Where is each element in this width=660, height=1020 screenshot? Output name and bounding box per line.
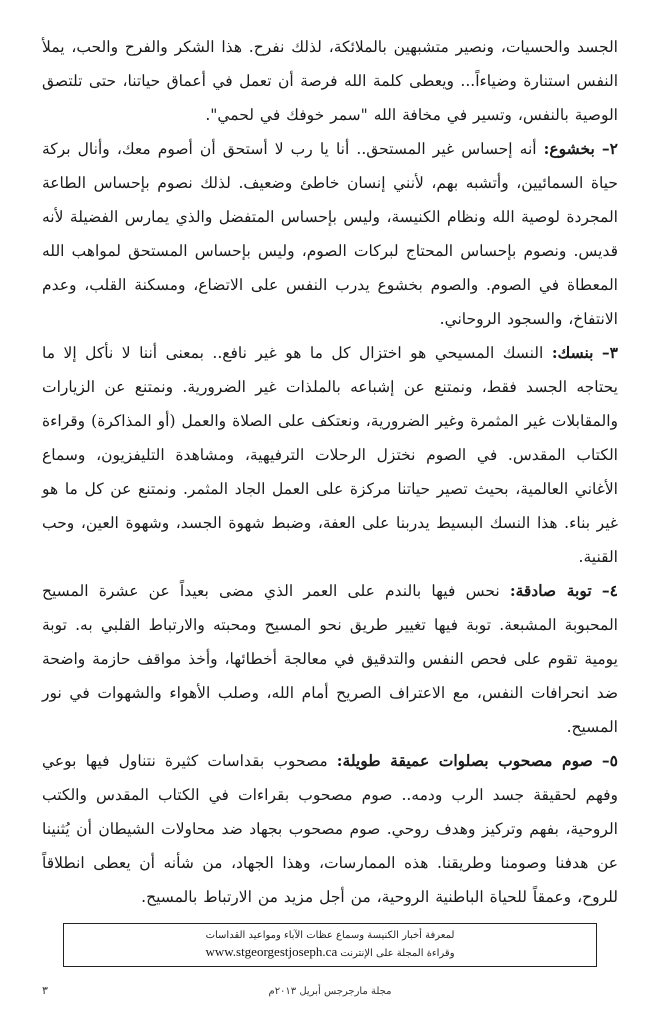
item-number: ٤– <box>601 581 618 600</box>
item-heading: بخشوع: <box>543 139 595 158</box>
paragraph-text: النسك المسيحي هو اختزال كل ما هو غير نافع.. بمعنى أننا لا نأكل إلا ما يحتاجه الجسد فقط، ونمتنع عن إشباعه بالملذات غير الضرورية. ونمتنع عن الزيارات والمقابلات غير المثمرة وغير الضرورية، ونعتكف على الصلاة والعمل (أو المذاكرة) وقراءة الكتاب المقدس. في الصوم نختزل الرحلات الترفيهية، ومشاهدة التليفزيون، وسماع الأغاني العالمية، بحيث تصير حياتنا مركزة على العمل الجاد المثمر. ونمتنع عن كل ما هو غير بناء. هذا النسك البسيط يدربنا على العفة، وضبط شهوة الجسد، وشهوة العين، وحب القنية. <box>42 344 618 566</box>
paragraph-text: مصحوب بقداسات كثيرة نتناول فيها بوعي وفهم لحقيقة جسد الرب ودمه.. صوم مصحوب بقراءات في الكتاب المقدس والكتب الروحية، بفهم وتركيز وهدف روحي. صوم مصحوب بجهاد ضد محاولات الشيطان أن يُثنينا عن هدفنا وصومنا وطريقنا. هذه الممارسات، وهذا الجهاد، من شأنه أن يعطى انطلاقاً للروح، وعمقاً للحياة الباطنية الروحية، من أجل مزيد من الارتباط بالمسيح. <box>42 752 618 906</box>
paragraph-humility <box>42 132 618 336</box>
info-box-line1: لمعرفة أخبار الكنيسة وسماع عظات الآباء ومواعيد القداسات <box>205 930 455 941</box>
item-heading: بنسك: <box>551 343 594 362</box>
footer-title: مجلة مارجرجس أبريل ٢٠١٣م <box>268 986 392 997</box>
item-number: ٢– <box>601 139 618 158</box>
paragraph-text: أنه إحساس غير المستحق.. أنا يا رب لا أستحق أن أصوم معك، وأنال بركة حياة السمائيين، وأتشبه بهم، لأنني إنسان خاطئ وضعيف. لذلك نصوم بإحساس الطاعة المجردة لوصية الله ونظام الكنيسة، وليس بإحساس المتفضل والذي يمارس الفضيلة لأنه قديس. ونصوم بإحساس المحتاج لبركات الصوم، وليس بإحساس المستحق لمواهب الله المعطاة في الصوم. والصوم بخشوع يدرب النفس على الاتضاع، ومسكنة القلب، وعدم الانتفاخ، والسجود الروحاني. <box>42 140 618 328</box>
item-heading: توبة صادقة: <box>509 581 592 600</box>
info-box-line2-text: وقراءة المجلة على الإنترنت <box>340 948 455 959</box>
item-heading: صوم مصحوب بصلوات عميقة طويلة: <box>336 751 593 770</box>
item-number: ٣– <box>601 343 618 362</box>
item-number: ٥– <box>601 751 618 770</box>
article-body <box>42 30 618 914</box>
info-box-line2 <box>64 943 596 963</box>
paragraph-prayers <box>42 744 618 914</box>
paragraph-asceticism <box>42 336 618 574</box>
paragraph-text: الجسد والحسيات، ونصير متشبهين بالملائكة، لذلك نفرح. هذا الشكر والفرح والحب، يملأ النفس استنارة وضياءاً... ويعطى كلمة الله فرصة أن تعمل في أعماق حياتنا، حتى تلتصق الوصية بالنفس، وتسير في مخافة الله "سمر خوفك في لحمي". <box>42 38 618 124</box>
paragraph-intro <box>42 30 618 132</box>
website-link[interactable]: www.stgeorgestjoseph.ca <box>205 944 338 959</box>
page-number: ٣ <box>42 984 48 997</box>
info-box <box>63 923 597 967</box>
paragraph-repentance <box>42 574 618 744</box>
paragraph-text: نحس فيها بالندم على العمر الذي مضى بعيداً عن عشرة المسيح المحبوبة المشبعة. توبة فيها تغيير طريق نحو المسيح ومحبته والارتباط القلبي به. توبة يومية تقوم على فحص النفس والتدقيق في معالجة أخطائها، وأخذ مواقف حازمة واضحة ضد انحرافات النفس، مع الاعتراف الصريح أمام الله، وصلب الأهواء والشهوات في نور المسيح. <box>42 582 618 736</box>
